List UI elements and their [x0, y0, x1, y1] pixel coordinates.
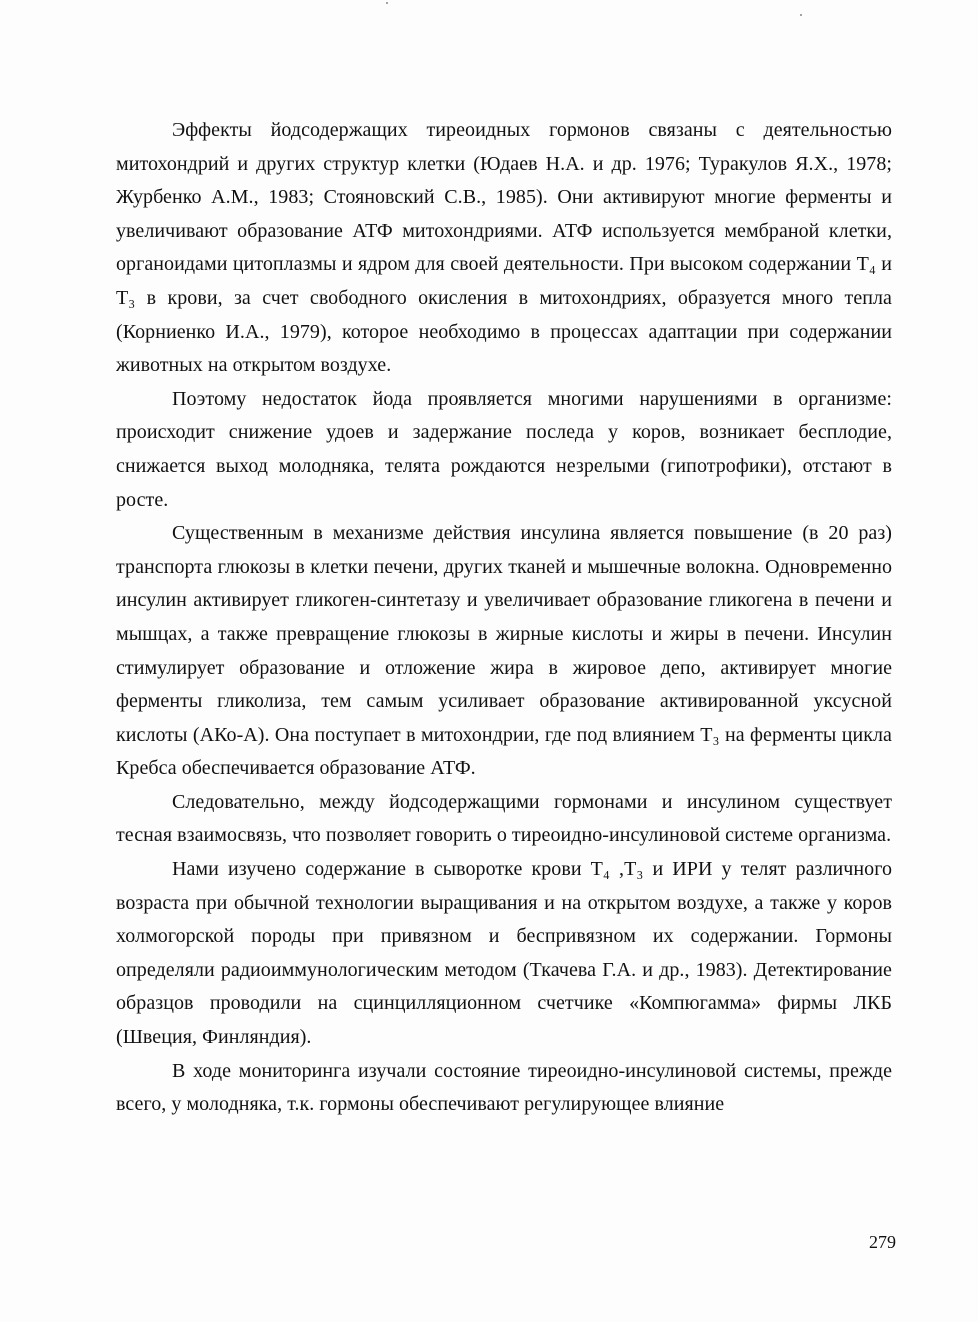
paragraph-4: Следовательно, между йодсодержащими гормонами и инсулином существует тесная взаимосвязь, что позволяет говорить о тиреоидно-инсулиновой системе организма.	[116, 790, 892, 847]
paragraph-2: Поэтому недостаток йода проявляется многими нарушениями в организме: происходит снижение удоев и задержание последа у коров, возникает бесплодие, снижается выход молодняка, телята рождаются незрелыми (гипотрофики), отстают в росте.	[116, 387, 892, 511]
paragraph-5: Нами изучено содержание в сыворотке крови Т₄ ,Т₃ и ИРИ у телят различного возраста при обычной технологии выращивания и на открытом воздухе, а также у коров холмогорской породы при привязном и беспривязном их содержании. Гормоны определяли радиоиммунологическим методом (Ткачева Г.А. и др., 1983). Детектирование образцов проводили на сцинцилляционном счетчике «Компюгамма» фирмы ЛКБ (Швеция, Финляндия).	[116, 858, 892, 1049]
scan-speck	[386, 2, 388, 4]
paragraph-3: Существенным в механизме действия инсулина является повышение (в 20 раз) транспорта глюкозы в клетки печени, других тканей и мышечные волокна. Одновременно инсулин активирует гликоген-синтетазу и увеличивает образование гликогена в печени и мышцах, а также превращение глюкозы в жирные кислоты и жиры в печени. Инсулин стимулирует образование и отложение жира в жировое депо, активирует многие ферменты гликолиза, тем самым усиливает образование активированной уксусной кислоты (АКо-А). Она поступает в митохондрии, где под влиянием Т₃ на ферменты цикла Кребса обеспечивается образование АТФ.	[116, 522, 892, 780]
paragraph-6: В ходе мониторинга изучали состояние тиреоидно-инсулиновой системы, прежде всего, у молодняка, т.к. гормоны обеспечивают регулирующее влияние	[116, 1059, 892, 1116]
body-text	[116, 114, 892, 1122]
page-number: 279	[869, 1232, 896, 1252]
scan-speck	[800, 14, 802, 16]
paragraph-1: Эффекты йодсодержащих тиреоидных гормонов связаны с деятельностью митохондрий и других структур клетки (Юдаев Н.А. и др. 1976; Туракулов Я.Х., 1978; Журбенко А.М., 1983; Стояновский С.В., 1985). Они активируют многие ферменты и увеличивают образование АТФ митохондриями. АТФ используется мембраной клетки, органоидами цитоплазмы и ядром для своей деятельности. При высоком содержании Т₄ и Т₃ в крови, за счет свободного окисления в митохондриях, образуется много тепла (Корниенко И.А., 1979), которое необходимо в процессах адаптации при содержании животных на открытом воздухе.	[116, 119, 892, 377]
